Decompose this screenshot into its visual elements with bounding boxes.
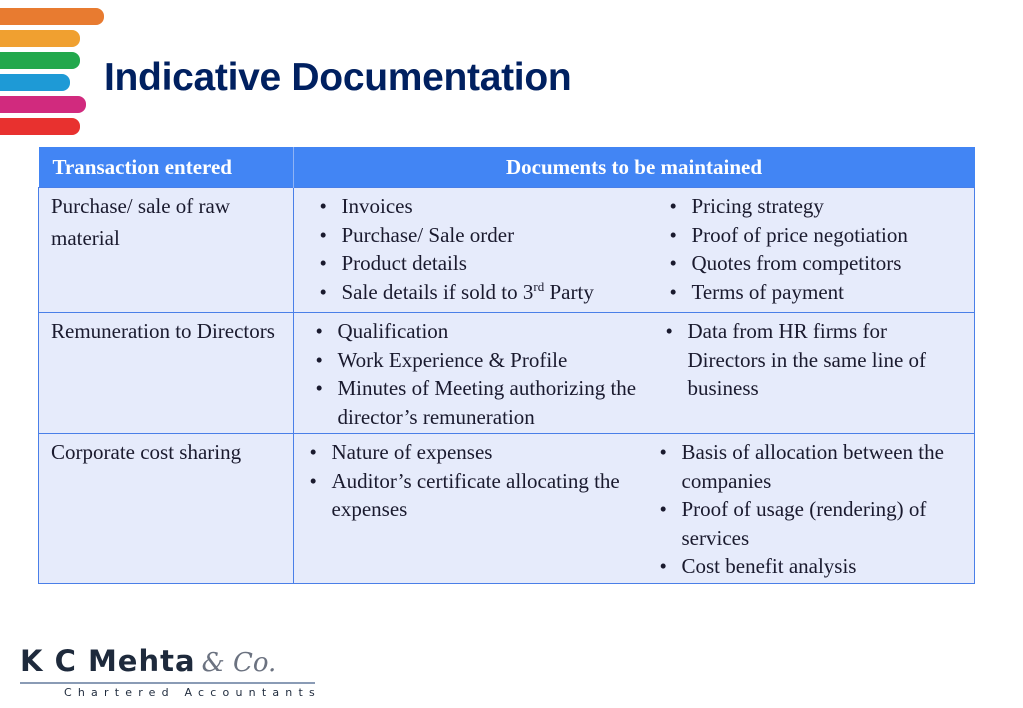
list-item: • Proof of usage (rendering) of services	[650, 495, 969, 552]
list-item: • Minutes of Meeting authorizing the director’s remuneration	[306, 374, 656, 431]
documents-list-b	[650, 438, 969, 581]
list-item: • Purchase/ Sale order	[310, 221, 660, 250]
transaction-label: Corporate cost sharing	[51, 440, 242, 464]
list-item: • Pricing strategy	[660, 192, 969, 221]
documentation-table	[38, 147, 975, 584]
list-item: • Qualification	[306, 317, 656, 346]
list-item: • Nature of expenses	[300, 438, 650, 467]
table-row	[39, 313, 975, 434]
list-item: • Sale details if sold to 3rd Party	[310, 278, 660, 307]
list-item: • Invoices	[310, 192, 660, 221]
documents-cell	[293, 188, 975, 313]
documents-cell	[293, 313, 975, 434]
transaction-cell	[39, 313, 294, 434]
list-item: • Cost benefit analysis	[650, 552, 969, 581]
stripe-red	[0, 118, 80, 135]
logo-suffix: & Co.	[201, 648, 277, 678]
logo-underline	[20, 682, 315, 684]
stripe-green	[0, 52, 80, 69]
stripe-magenta	[0, 96, 86, 113]
list-item: • Proof of price negotiation	[660, 221, 969, 250]
list-item: • Quotes from competitors	[660, 249, 969, 278]
documents-list-b	[660, 192, 969, 306]
logo-subtitle: Chartered Accountants	[64, 686, 321, 699]
list-item: • Basis of allocation between the companies	[650, 438, 969, 495]
table-header-row	[39, 147, 975, 188]
table-row	[39, 188, 975, 313]
list-item: • Terms of payment	[660, 278, 969, 307]
list-item: • Product details	[310, 249, 660, 278]
stripe-orange	[0, 8, 104, 25]
header-documents: Documents to be maintained	[293, 147, 975, 188]
transaction-label: Purchase/ sale of raw material	[51, 194, 231, 250]
header-transaction: Transaction entered	[39, 147, 294, 188]
company-logo	[20, 644, 321, 699]
list-item: • Data from HR firms for Directors in the same line of business	[656, 317, 969, 403]
transaction-cell	[39, 188, 294, 313]
page-title: Indicative Documentation	[104, 56, 572, 99]
table-row	[39, 434, 975, 584]
documents-list-b	[656, 317, 969, 431]
stripe-blue	[0, 74, 70, 91]
logo-name: K C Mehta	[20, 644, 196, 678]
documents-list-a	[300, 438, 650, 581]
documents-list-a	[306, 192, 660, 306]
list-item: • Auditor’s certificate allocating the expenses	[300, 467, 650, 524]
stripe-light-orange	[0, 30, 80, 47]
list-item: • Work Experience & Profile	[306, 346, 656, 375]
documents-cell	[293, 434, 975, 584]
transaction-cell	[39, 434, 294, 584]
transaction-label: Remuneration to Directors	[51, 319, 275, 343]
documents-list-a	[306, 317, 656, 431]
